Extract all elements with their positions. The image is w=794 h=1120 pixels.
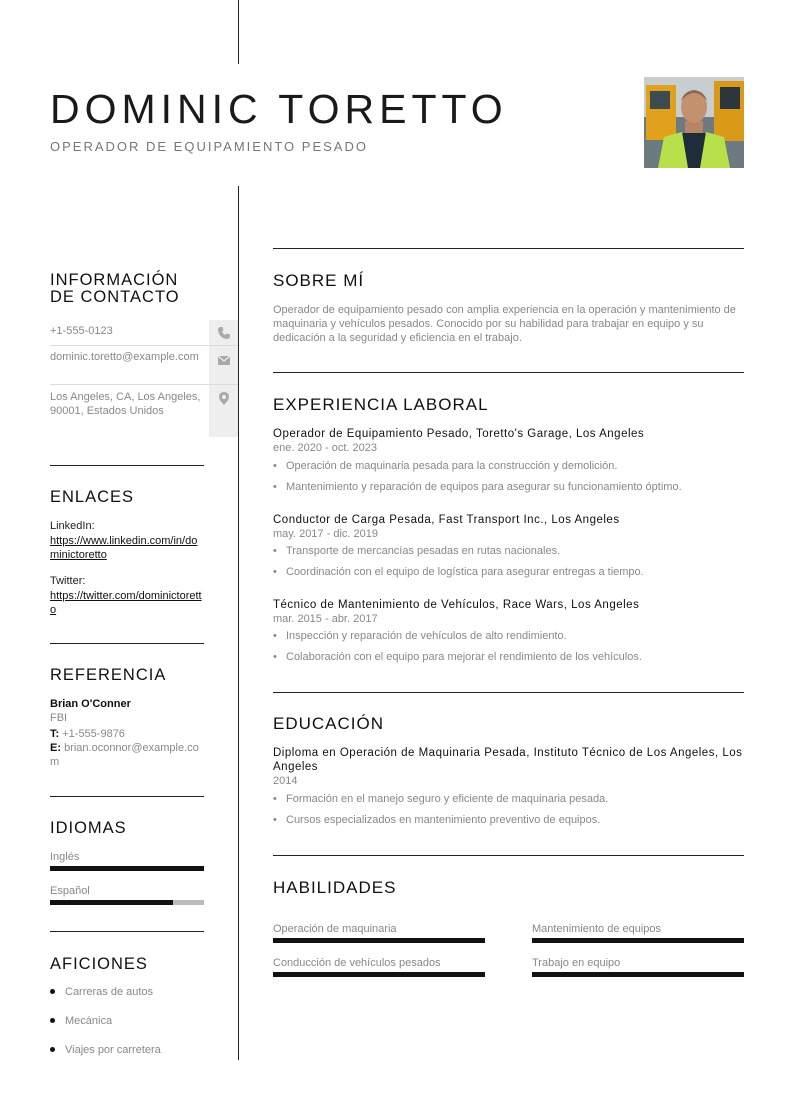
contact-phone-row	[50, 324, 238, 346]
twitter-link[interactable]: https://twitter.com/dominictoretto	[50, 590, 202, 616]
linkedin-label: LinkedIn:	[50, 520, 95, 532]
reference-email-label: E:	[50, 742, 61, 754]
reference-name: Brian O'Conner	[50, 698, 131, 710]
contact-heading-line1: INFORMACIÓN	[50, 271, 179, 289]
twitter-label: Twitter:	[50, 575, 86, 587]
bullet-dot	[50, 989, 55, 994]
job-dates: ene. 2020 - oct. 2023	[273, 442, 377, 454]
hobby-item	[50, 1044, 161, 1056]
skill-name: Trabajo en equipo	[532, 957, 621, 969]
skill-level-bar	[532, 938, 744, 943]
contact-address-row	[50, 390, 238, 437]
about-heading: SOBRE MÍ	[273, 271, 365, 290]
profile-photo	[644, 77, 744, 168]
skill-level-bar	[532, 972, 744, 977]
bullet-dot: •	[273, 481, 277, 493]
divider	[273, 372, 744, 373]
bullet-dot	[50, 1018, 55, 1023]
job-bullet	[273, 460, 617, 472]
hobby-item	[50, 1015, 112, 1027]
divider	[50, 465, 204, 466]
contact-address: Los Angeles, CA, Los Angeles, 90001, Estados Unidos	[50, 391, 201, 417]
bullet-text: Mantenimiento y reparación de equipos para asegurar su funcionamiento óptimo.	[286, 481, 682, 493]
links-heading: ENLACES	[50, 488, 135, 506]
envelope-icon	[217, 353, 231, 367]
language-name: Inglés	[50, 851, 80, 863]
job-dates: mar. 2015 - abr. 2017	[273, 613, 378, 625]
bullet-text: Cursos especializados en mantenimiento preventivo de equipos.	[286, 814, 601, 826]
language-level-bar	[50, 866, 204, 871]
skill-name: Operación de maquinaria	[273, 923, 397, 935]
phone-icon	[217, 326, 231, 340]
reference-phone[interactable]: +1-555-9876	[62, 728, 125, 740]
bullet-text: Coordinación con el equipo de logística para asegurar entregas a tiempo.	[286, 566, 644, 578]
bullet-text: Inspección y reparación de vehículos de alto rendimiento.	[286, 630, 567, 642]
job-bullet	[273, 566, 644, 578]
reference-email[interactable]: brian.oconnor@example.com	[50, 742, 199, 768]
education-bullet	[273, 793, 608, 805]
contact-email[interactable]: dominic.toretto@example.com	[50, 351, 199, 363]
divider	[50, 796, 204, 797]
skill-name: Mantenimiento de equipos	[532, 923, 662, 935]
language-level-fill	[50, 900, 173, 905]
education-bullet	[273, 814, 600, 826]
divider	[50, 643, 204, 644]
reference-phone-line	[50, 727, 204, 741]
bullet-text: Formación en el manejo seguro y eficiente de maquinaria pesada.	[286, 793, 609, 805]
bullet-dot: •	[273, 545, 277, 557]
reference-org: FBI	[50, 712, 68, 724]
bullet-text: Colaboración con el equipo para mejorar el rendimiento de los vehículos.	[286, 651, 642, 663]
bullet-dot	[50, 1047, 55, 1052]
divider	[273, 855, 744, 856]
language-level-bar	[50, 900, 204, 905]
divider	[273, 248, 744, 249]
contact-heading	[50, 272, 180, 306]
job-title: Conductor de Carga Pesada, Fast Transport Inc., Los Angeles	[273, 514, 620, 526]
skills-heading: HABILIDADES	[273, 878, 397, 897]
divider	[273, 692, 744, 693]
reference-phone-label: T:	[50, 728, 60, 740]
vertical-divider-top	[238, 0, 239, 64]
job-bullet	[273, 481, 682, 493]
candidate-title: OPERADOR DE EQUIPAMIENTO PESADO	[50, 139, 368, 154]
hobby-item	[50, 986, 153, 998]
experience-heading: EXPERIENCIA LABORAL	[273, 395, 489, 414]
hobby-label: Carreras de autos	[65, 986, 154, 998]
bullet-dot: •	[273, 460, 277, 472]
bullet-dot: •	[273, 793, 277, 805]
contact-heading-line2: DE CONTACTO	[50, 288, 180, 306]
education-heading: EDUCACIÓN	[273, 714, 385, 733]
hobbies-heading: AFICIONES	[50, 955, 148, 973]
location-pin-icon	[217, 391, 231, 405]
bullet-text: Transporte de mercancías pesadas en rutas nacionales.	[286, 545, 561, 557]
contact-phone[interactable]: +1-555-0123	[50, 325, 113, 337]
skill-level-bar	[273, 972, 485, 977]
education-year: 2014	[273, 775, 298, 787]
job-bullet	[273, 545, 560, 557]
skill-level-bar	[273, 938, 485, 943]
bullet-dot: •	[273, 566, 277, 578]
about-text: Operador de equipamiento pesado con amplia experiencia en la operación y mantenimiento de maquinaria y vehículos pesados. Conocido por su habilidad para trabajar en equipo y su dedicación a la seguridad y eficiencia en el trabajo.	[273, 304, 736, 344]
bullet-dot: •	[273, 814, 277, 826]
job-title: Operador de Equipamiento Pesado, Toretto's Garage, Los Angeles	[273, 428, 645, 440]
skill-name: Conducción de vehículos pesados	[273, 957, 441, 969]
bullet-dot: •	[273, 630, 277, 642]
reference-heading: REFERENCIA	[50, 666, 167, 684]
languages-heading: IDIOMAS	[50, 819, 127, 837]
candidate-name: DOMINIC TORETTO	[50, 86, 508, 132]
language-level-fill	[50, 866, 204, 871]
language-name: Español	[50, 885, 90, 897]
job-bullet	[273, 651, 642, 663]
linkedin-link[interactable]: https://www.linkedin.com/in/dominictoretto	[50, 535, 198, 561]
reference-email-line	[50, 741, 204, 769]
hobby-label: Mecánica	[65, 1015, 113, 1027]
job-dates: may. 2017 - dic. 2019	[273, 528, 378, 540]
vertical-divider	[238, 186, 239, 1060]
job-title: Técnico de Mantenimiento de Vehículos, Race Wars, Los Angeles	[273, 599, 640, 611]
bullet-text: Operación de maquinaria pesada para la construcción y demolición.	[286, 460, 618, 472]
hobby-label: Viajes por carretera	[65, 1044, 161, 1056]
bullet-dot: •	[273, 651, 277, 663]
job-bullet	[273, 630, 567, 642]
contact-email-row	[50, 350, 238, 385]
education-title: Diploma en Operación de Maquinaria Pesada, Instituto Técnico de Los Angeles, Los Angeles	[273, 747, 743, 773]
divider	[50, 931, 204, 932]
